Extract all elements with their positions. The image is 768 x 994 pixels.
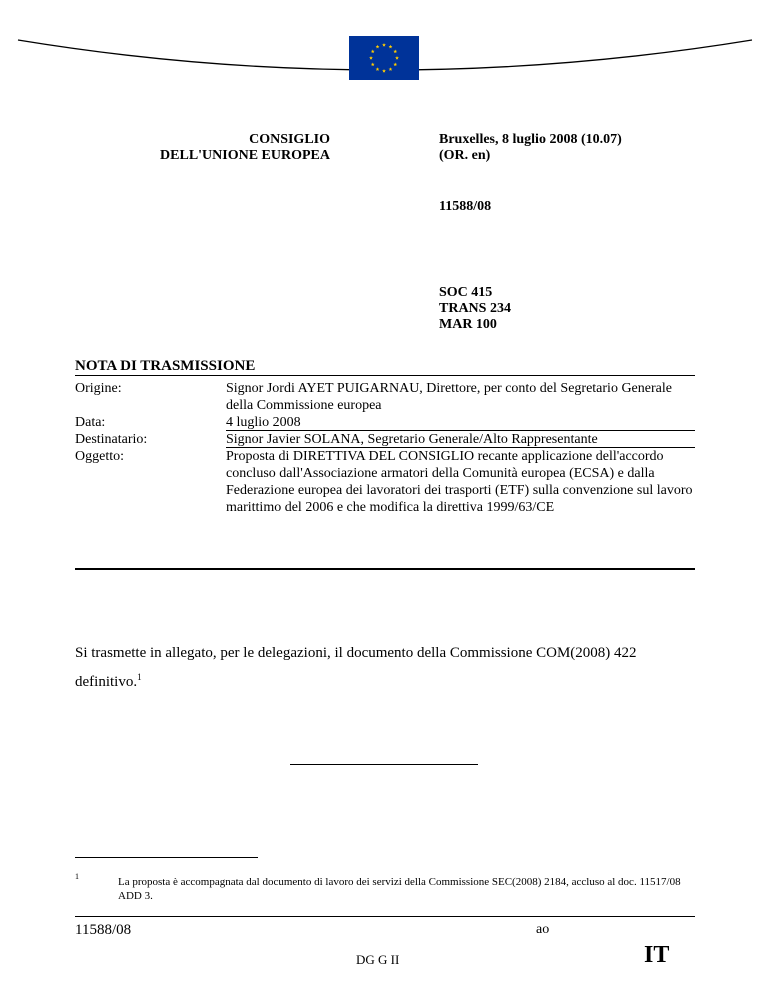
recipient-value: Signor Javier SOLANA, Segretario Generale/Alto Rappresentante — [226, 432, 598, 447]
doc-number: 11588/08 — [439, 199, 492, 214]
divider — [75, 375, 695, 376]
origin-label: Origine: — [75, 381, 122, 396]
classification-codes — [439, 285, 511, 333]
body-paragraph: Si trasmette in allegato, per le delegazioni, il documento della Commissione COM(2008) 422 definitivo. — [75, 645, 637, 690]
place-date — [439, 132, 622, 164]
recipient-label: Destinatario: — [75, 432, 148, 447]
date-value: 4 luglio 2008 — [226, 415, 301, 430]
date-label: Data: — [75, 415, 106, 430]
end-rule — [290, 764, 478, 765]
footnote-reference: 1 — [137, 672, 142, 682]
footer-rule — [75, 916, 695, 917]
footer-doc-number: 11588/08 — [75, 922, 132, 938]
body-text — [75, 639, 695, 697]
subject-label: Oggetto: — [75, 449, 124, 464]
code-trans: TRANS 234 — [439, 301, 511, 316]
original-language: (OR. en) — [439, 148, 491, 163]
footer-initials: ao — [536, 922, 550, 937]
footnote-text: La proposta è accompagnata dal documento di lavoro dei servizi della Commissione SEC(2008) 2184, accluso al doc. 11517/08 ADD 3. — [118, 876, 681, 902]
code-mar: MAR 100 — [439, 317, 497, 332]
footer-dg: DG G II — [356, 952, 400, 967]
footnote-rule — [75, 857, 258, 858]
council-name — [130, 132, 330, 164]
council-line-1: CONSIGLIO — [249, 132, 330, 147]
footnote-number: 1 — [75, 872, 79, 881]
eu-flag-icon — [349, 36, 419, 80]
subject-value: Proposta di DIRETTIVA DEL CONSIGLIO recante applicazione dell'accordo concluso dall'Associazione armatori della Comunità europea (ECSA) e dalla Federazione europea dei lavoratori dei trasporti (ETF) sulla convenzione sul lavoro marittimo del 2006 e che modifica la direttiva 1999/63/CE — [226, 449, 693, 515]
nota-title: NOTA DI TRASMISSIONE — [75, 358, 256, 374]
council-line-2: DELL'UNIONE EUROPEA — [160, 148, 330, 163]
code-soc: SOC 415 — [439, 285, 493, 300]
divider — [75, 568, 695, 570]
footer-language: IT — [644, 942, 670, 968]
date-line: Bruxelles, 8 luglio 2008 (10.07) — [439, 132, 622, 147]
origin-value: Signor Jordi AYET PUIGARNAU, Direttore, per conto del Segretario Generale della Commissione europea — [226, 381, 672, 413]
